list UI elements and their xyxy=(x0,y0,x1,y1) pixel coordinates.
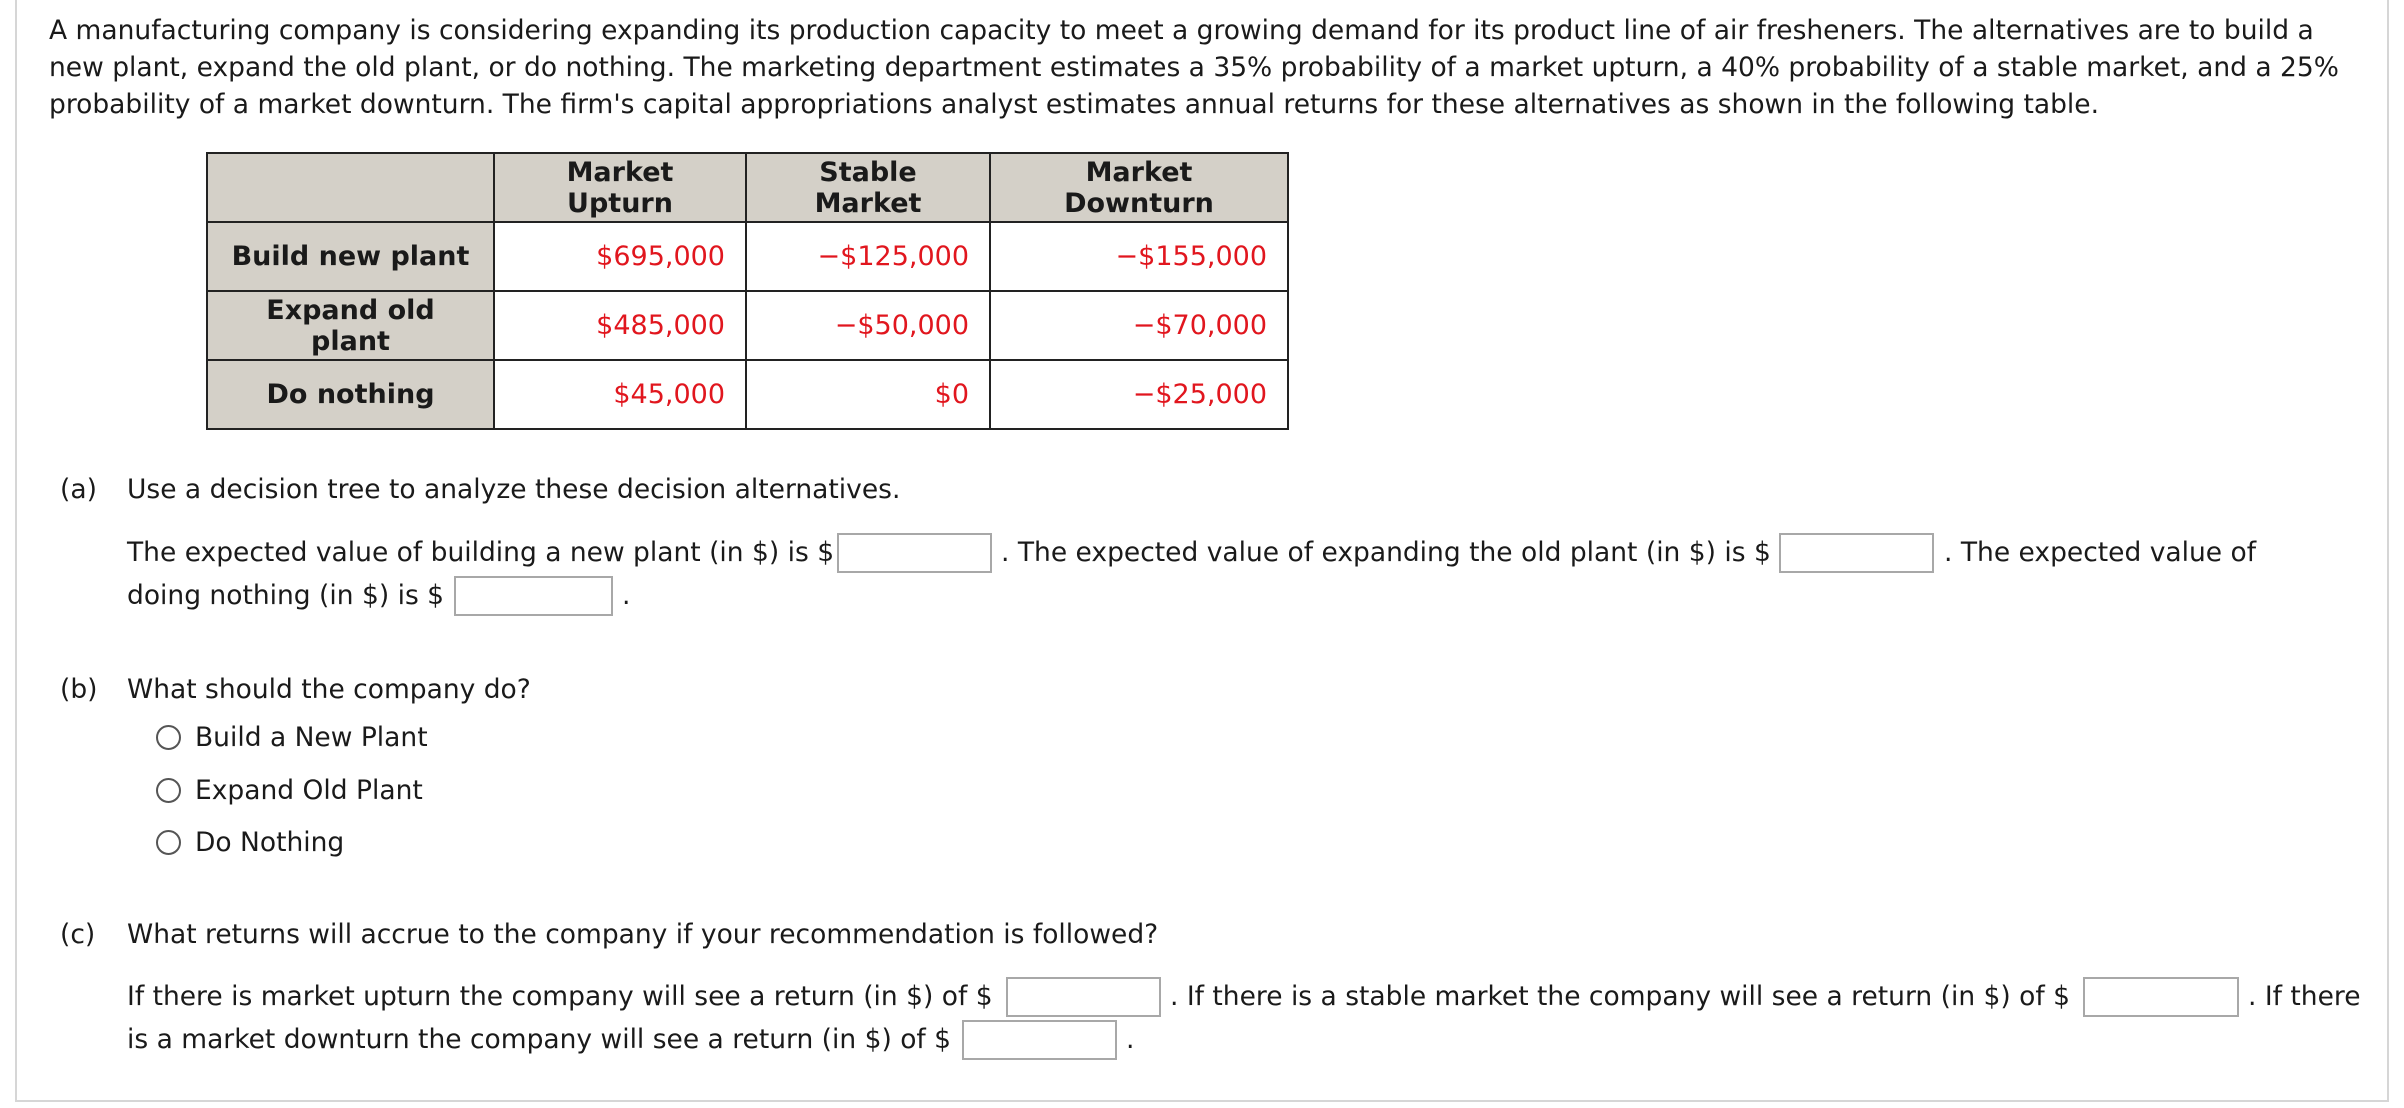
table-row xyxy=(207,291,1288,360)
return-stable-input[interactable] xyxy=(2083,977,2239,1017)
part-c-text-tail: . If there xyxy=(2248,981,2361,1012)
option-label: Expand Old Plant xyxy=(195,775,423,806)
table-cell: −$50,000 xyxy=(746,291,990,360)
problem-statement: A manufacturing company is considering expanding its production capacity to meet a growing demand for its product line of air fresheners. The alternatives are to build a new plant, expand the old plant, or do nothing. The marketing department estimates a 35% probability of a market upturn, a 40% probability of a stable market, and a 25% probability of a market downturn. The firm's capital appropriations analyst estimates annual returns for these alternatives as shown in the following table. xyxy=(49,15,2339,120)
table-row xyxy=(207,360,1288,429)
table-cell: −$125,000 xyxy=(746,222,990,291)
part-c-period: . xyxy=(1126,1024,1135,1055)
radio-button[interactable] xyxy=(156,830,181,855)
table-row xyxy=(207,222,1288,291)
part-a-text-expand: . The expected value of expanding the old plant (in $) is $ xyxy=(1001,537,1771,568)
table-cell: −$70,000 xyxy=(990,291,1288,360)
table-cell: $0 xyxy=(746,360,990,429)
table-cell: $45,000 xyxy=(494,360,746,429)
return-downturn-input[interactable] xyxy=(962,1020,1117,1060)
header-market-downturn: Market Downturn xyxy=(990,153,1288,222)
part-c-text-upturn: If there is market upturn the company will see a return (in $) of $ xyxy=(127,981,993,1012)
part-b-label: (b) xyxy=(60,674,98,705)
option-label: Do Nothing xyxy=(195,827,345,858)
part-c-question: What returns will accrue to the company if your recommendation is followed? xyxy=(127,919,1159,950)
ev-expand-input[interactable] xyxy=(1779,533,1934,573)
table-header-row xyxy=(207,153,1288,222)
radio-button[interactable] xyxy=(156,778,181,803)
part-c-text-stable: . If there is a stable market the company will see a return (in $) of $ xyxy=(1170,981,2070,1012)
part-a-question: Use a decision tree to analyze these decision alternatives. xyxy=(127,474,901,505)
row-label-do-nothing: Do nothing xyxy=(207,360,494,429)
part-c-label: (c) xyxy=(60,919,96,950)
header-market-upturn: Market Upturn xyxy=(494,153,746,222)
part-a-text-new-plant: The expected value of building a new plant (in $) is $ xyxy=(127,537,835,568)
part-a-period: . xyxy=(622,580,631,611)
option-build-new-plant[interactable] xyxy=(156,722,428,753)
part-b-question: What should the company do? xyxy=(127,674,531,705)
option-label: Build a New Plant xyxy=(195,722,428,753)
return-upturn-input[interactable] xyxy=(1006,977,1161,1017)
table-cell: $485,000 xyxy=(494,291,746,360)
part-c-text-downturn: is a market downturn the company will see a return (in $) of $ xyxy=(127,1024,952,1055)
table-cell: −$155,000 xyxy=(990,222,1288,291)
table-corner-cell xyxy=(207,153,494,222)
option-do-nothing[interactable] xyxy=(156,827,344,858)
table-cell: $695,000 xyxy=(494,222,746,291)
row-label-expand-old-plant: Expand old plant xyxy=(207,291,494,360)
table-cell: −$25,000 xyxy=(990,360,1288,429)
header-stable-market: Stable Market xyxy=(746,153,990,222)
part-a-label: (a) xyxy=(60,474,97,505)
row-label-build-new-plant: Build new plant xyxy=(207,222,494,291)
radio-button[interactable] xyxy=(156,725,181,750)
returns-table xyxy=(206,152,1289,430)
part-a-text-tail: . The expected value of xyxy=(1944,537,2257,568)
ev-new-plant-input[interactable] xyxy=(837,533,992,573)
part-a-text-nothing: doing nothing (in $) is $ xyxy=(127,580,445,611)
option-expand-old-plant[interactable] xyxy=(156,775,423,806)
ev-nothing-input[interactable] xyxy=(454,576,613,616)
